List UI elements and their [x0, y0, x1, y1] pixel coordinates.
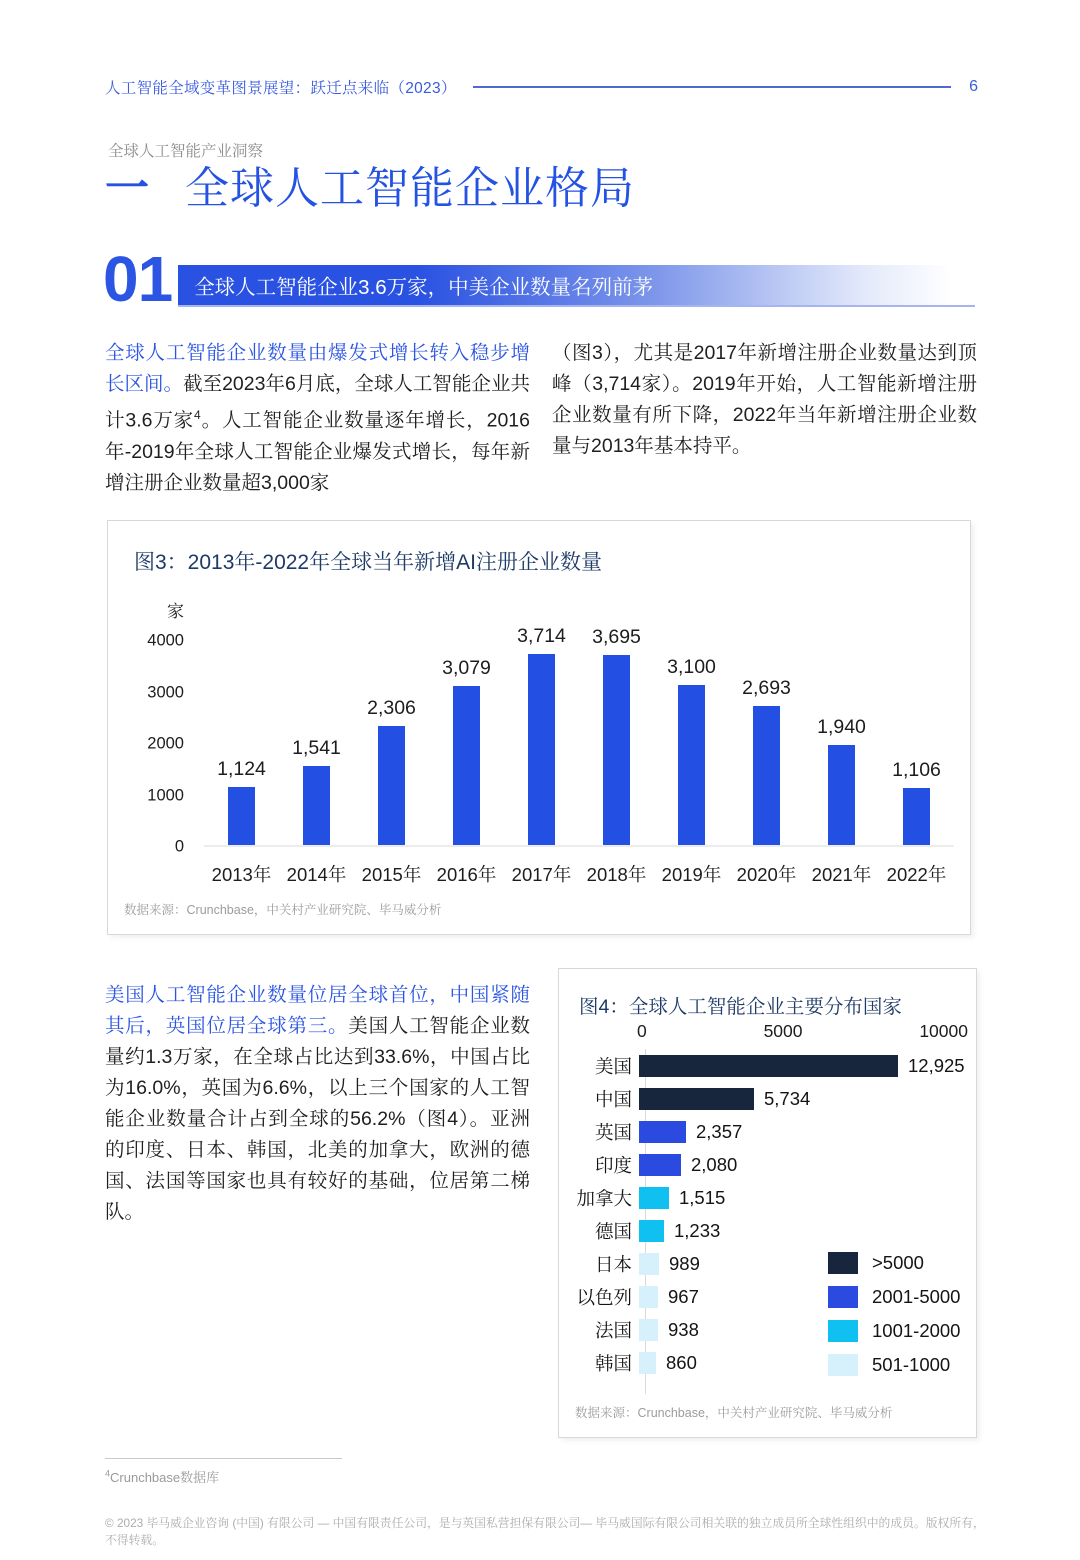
figure3-bar-value: 1,541: [292, 737, 341, 759]
figure4-country-label: 法国: [594, 1319, 632, 1341]
figure3-x-label: 2014年: [286, 864, 347, 885]
figure4-country-label: 德国: [594, 1220, 632, 1242]
figure3-y-tick: 3000: [147, 683, 184, 701]
figure3-bar: [828, 745, 855, 845]
figure4-country-label: 美国: [594, 1055, 632, 1077]
figure3-bar: [453, 686, 480, 845]
figure4-bar: [639, 1121, 686, 1143]
figure4-bar: [639, 1154, 681, 1176]
figure4-bar-value: 1,233: [674, 1219, 721, 1241]
figure3-bar-group: [654, 656, 729, 845]
header-divider: [473, 86, 951, 88]
figure4-bar-value: 860: [666, 1351, 697, 1373]
figure3-unit-label: 家: [167, 602, 184, 621]
figure4-bar-value: 2,357: [696, 1120, 743, 1142]
footnote-reference: 4: [194, 408, 201, 422]
figure4-bar-value: 12,925: [908, 1054, 965, 1076]
figure3-x-label: 2020年: [736, 864, 797, 885]
figure3-bar-group: [804, 716, 879, 845]
figure4-legend-label: 501-1000: [872, 1354, 951, 1375]
figure3-x-axis: [204, 861, 954, 887]
figure3-x-label: 2013年: [211, 864, 272, 885]
figure4-bar-row: [559, 1115, 968, 1148]
figure4-title: 图4：全球人工智能企业主要分布国家: [579, 996, 902, 1018]
figure4-x-tick: 0: [637, 1021, 647, 1041]
figure4-legend-label: 2001-5000: [872, 1286, 961, 1307]
figure4-legend-swatch: [828, 1320, 858, 1342]
figure3-x-label: 2022年: [886, 864, 947, 885]
figure4-bar-row: [559, 1214, 968, 1247]
footnote: [105, 1467, 219, 1486]
figure4-legend: [828, 1246, 960, 1382]
figure3-bar: [228, 787, 255, 845]
figure4-bar: [639, 1055, 898, 1077]
figure3-bar-value: 1,124: [217, 758, 266, 780]
figure3-x-label: 2017年: [511, 864, 572, 885]
intro-body-text-continued: 。人工智能企业数量逐年增长，2016年-2019年全球人工智能企业爆发式增长，每年新增注册企业数量超3,000家: [105, 409, 530, 494]
figure4-country-label: 印度: [594, 1154, 632, 1176]
figure4-bar-value: 967: [668, 1285, 699, 1307]
figure4-legend-row: [828, 1246, 960, 1280]
figure4-legend-label: 1001-2000: [872, 1320, 961, 1341]
figure4-bar: [639, 1088, 754, 1110]
figure4-legend-label: >5000: [872, 1252, 924, 1273]
figure4-bar-value: 2,080: [691, 1153, 738, 1175]
figure3-source: 数据来源：Crunchbase，中关村产业研究院、毕马威分析: [124, 903, 442, 917]
figure3-y-tick: 2000: [147, 734, 184, 753]
intro-left-column: [105, 338, 530, 499]
figure3-y-tick: 0: [174, 837, 184, 856]
figure3-bar-value: 2,306: [367, 697, 416, 719]
figure3-bar-value: 1,106: [892, 759, 941, 781]
figure3-bar: [303, 766, 330, 845]
figure3-bar-value: 3,100: [667, 656, 716, 678]
figure3-x-label: 2018年: [586, 864, 647, 885]
figure3-bar-group: [429, 657, 504, 845]
figure3-bar-value: 2,693: [742, 677, 791, 699]
intro-lead-sentence: 全球人工智能企业数量由爆发式增长转入稳步增长区间。: [105, 342, 530, 395]
figure3-bar-group: [729, 677, 804, 845]
figure3-bar-group: [354, 697, 429, 845]
figure4-bar-value: 989: [669, 1252, 700, 1274]
figure4-source: 数据来源：Crunchbase，中关村产业研究院、毕马威分析: [575, 1406, 893, 1420]
highlight-block: [103, 243, 975, 315]
footnote-divider: [105, 1458, 342, 1459]
figure4-legend-row: [828, 1314, 960, 1348]
footnote-text: Crunchbase数据库: [110, 1470, 220, 1485]
figure4-bar: [639, 1286, 658, 1308]
intro-right-column: （图3），尤其是2017年新增注册企业数量达到顶峰（3,714家）。2019年开始，人工智能新增注册企业数量有所下降，2022年当年新增注册企业数量与2013年基本持平。: [552, 342, 977, 457]
intro-columns: [105, 338, 977, 499]
figure3-bar: [378, 726, 405, 845]
footnote-marker: 4: [105, 1468, 111, 1479]
figure3-x-label: 2021年: [811, 864, 872, 885]
highlight-number: 01: [103, 243, 173, 315]
figure4-legend-swatch: [828, 1286, 858, 1308]
figure3-y-tick: 1000: [147, 786, 184, 804]
figure4-x-tick: 5000: [763, 1021, 803, 1041]
figure3-bar-value: 3,695: [592, 626, 641, 648]
copyright-line: © 2023 毕马威企业咨询 (中国) 有限公司 — 中国有限责任公司，是与英国私营担保有限公司— 毕马威国际有限公司相关联的独立成员所全球性组织中的成员。版权所有，不得转载。: [105, 1516, 985, 1547]
page-header: [105, 76, 978, 98]
figure4-bar-row: [559, 1181, 968, 1214]
figure4-legend-row: [828, 1280, 960, 1314]
page-number: 6: [969, 78, 978, 95]
figure4-legend-row: [828, 1348, 960, 1382]
figure3-bar-group: [879, 759, 954, 845]
figure3-x-label: 2016年: [436, 864, 497, 885]
figure4-legend-swatch: [828, 1354, 858, 1376]
figure4-card: [558, 968, 977, 1438]
figure4-country-label: 加拿大: [576, 1187, 632, 1209]
figure3-card: [107, 520, 971, 935]
figure4-bar-row: [559, 1148, 968, 1181]
report-title: 人工智能全域变革图景展望：跃迁点来临（2023）: [105, 80, 457, 97]
figure3-bar-value: 3,714: [517, 625, 566, 647]
section-heading: [105, 165, 635, 213]
figure3-bar-value: 1,940: [817, 716, 866, 738]
figure3-bar-value: 3,079: [442, 657, 491, 679]
figure4-bar-row: [559, 1082, 968, 1115]
figure3-bar: [528, 654, 555, 845]
figure3-bar-group: [504, 625, 579, 845]
figure4-bar-value: 938: [668, 1318, 699, 1340]
figure4-legend-swatch: [828, 1252, 858, 1274]
figure3-y-tick: 4000: [147, 631, 184, 650]
figure3-bar: [678, 685, 705, 845]
figure3-bar: [753, 706, 780, 845]
section-eyebrow: 全球人工智能产业洞察: [108, 143, 264, 160]
figure4-country-label: 以色列: [576, 1286, 632, 1308]
figure3-bar-group: [579, 626, 654, 845]
figure4-bar-value: 1,515: [679, 1186, 726, 1208]
figure3-bar-group: [279, 737, 354, 845]
section-number: 一: [105, 164, 149, 213]
figure3-bars: [204, 625, 954, 847]
second-left-column: [105, 980, 530, 1228]
figure3-x-label: 2019年: [661, 864, 722, 885]
figure3-title: 图3：2013年-2022年全球当年新增AI注册企业数量: [134, 551, 602, 574]
figure4-bar: [639, 1187, 669, 1209]
figure4-bar-value: 5,734: [764, 1087, 811, 1109]
figure4-bar: [639, 1253, 659, 1275]
figure4-bar-row: [559, 1049, 968, 1082]
figure4-bar: [639, 1352, 656, 1374]
figure3-bar-group: [204, 758, 279, 845]
figure4-country-label: 中国: [594, 1088, 632, 1110]
figure4-country-label: 日本: [594, 1253, 632, 1275]
figure3-bar: [903, 788, 930, 845]
second-lead-sentence: 美国人工智能企业数量位居全球首位，中国紧随其后，英国位居全球第三。: [105, 984, 530, 1037]
figure4-bar: [639, 1319, 658, 1341]
figure4-country-label: 英国: [594, 1121, 632, 1143]
figure4-x-axis: [637, 1021, 968, 1042]
figure4-x-tick: 10000: [919, 1021, 968, 1041]
figure3-x-label: 2015年: [361, 864, 422, 885]
figure3-y-axis: [108, 631, 194, 856]
intro-body-text: 截至2023年6月底，全球人工智能企业共计3.6万家: [105, 373, 530, 432]
figure3-bar: [603, 655, 630, 845]
second-body-text: 美国人工智能企业数量约1.3万家，在全球占比达到33.6%，中国占比为16.0%，英国为6.6%，以上三个国家的人工智能企业数量合计占到全球的56.2%（图4）。亚洲的印度、日本、韩国，北美的加拿大，欧洲的德国、法国等国家也具有较好的基础，位居第二梯队。: [105, 1015, 530, 1223]
highlight-banner: 全球人工智能企业3.6万家，中美企业数量名列前茅: [178, 265, 975, 307]
figure4-country-label: 韩国: [594, 1352, 632, 1374]
figure4-bar: [639, 1220, 664, 1242]
section-title: 全球人工智能企业格局: [185, 164, 635, 213]
